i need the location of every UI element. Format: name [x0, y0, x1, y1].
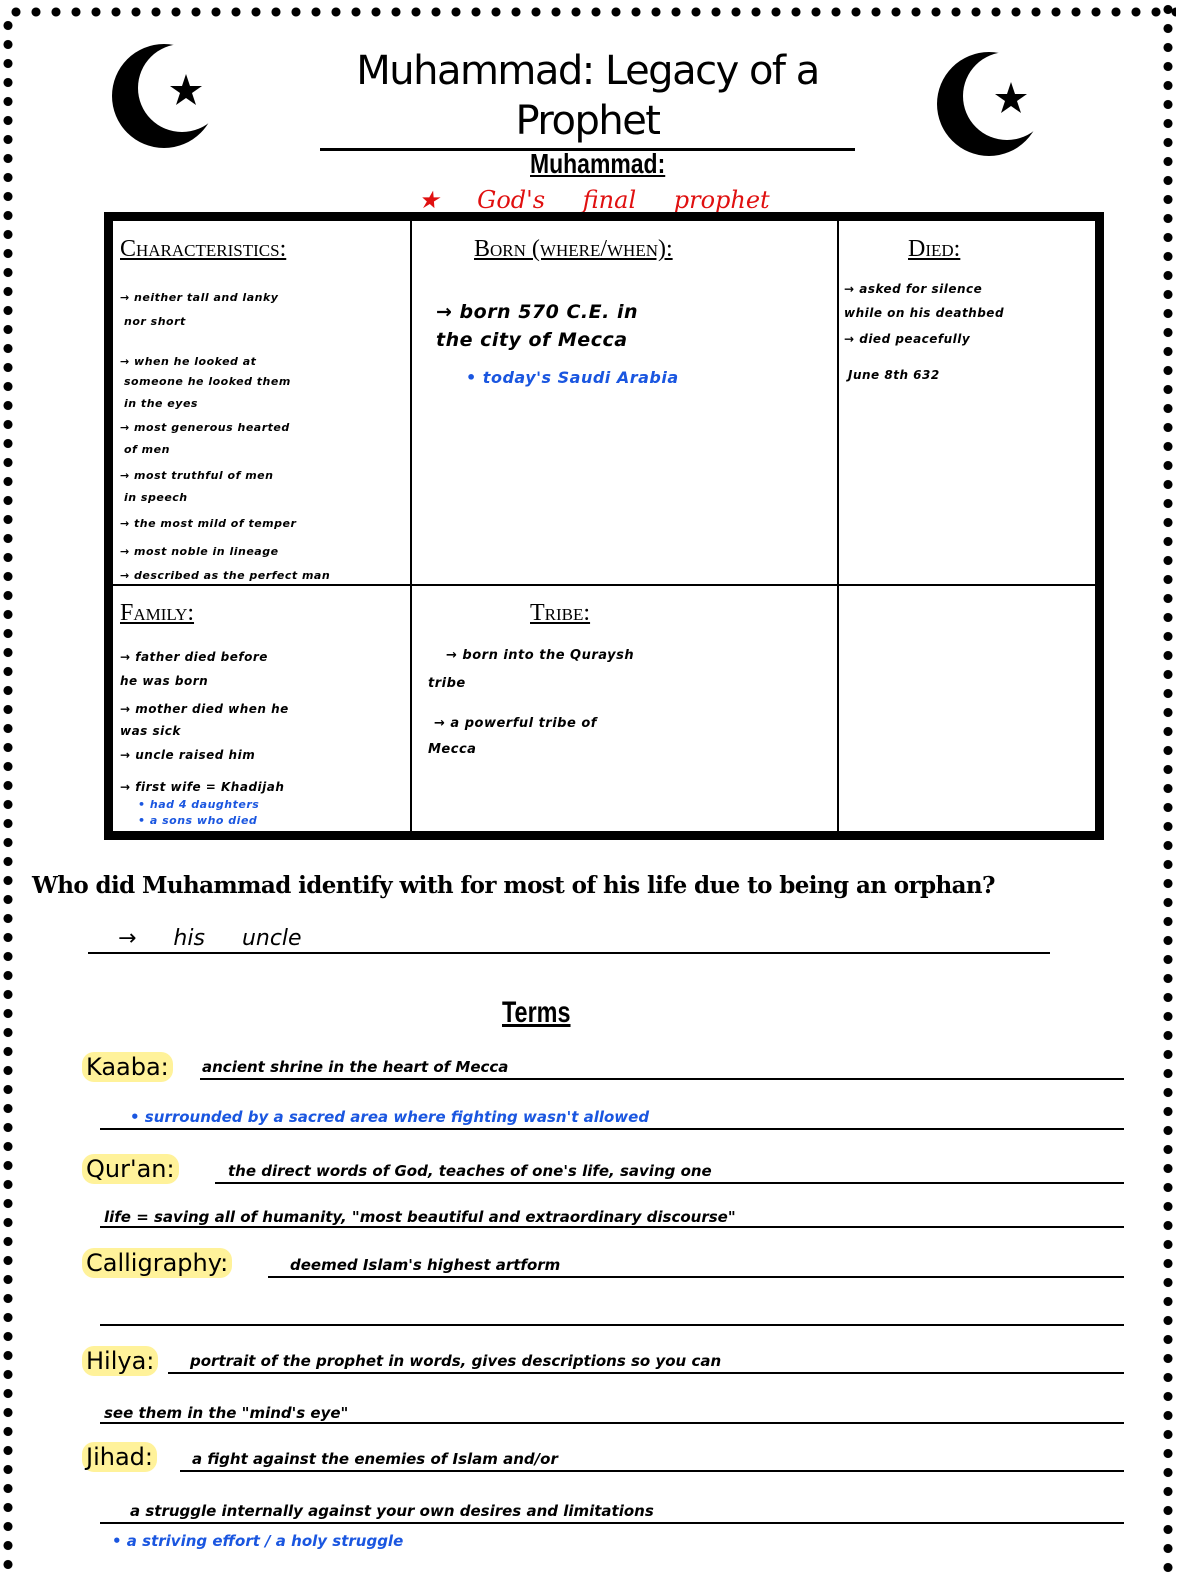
died-note: → died peacefully — [844, 332, 971, 346]
characteristics-heading: Characteristics: — [120, 236, 287, 262]
crescent-star-icon — [110, 40, 230, 150]
writing-line — [100, 1522, 1124, 1524]
term-label-calligraphy: Calligraphy: — [82, 1248, 232, 1278]
family-note: → mother died when he — [120, 702, 289, 716]
term-definition: the direct words of God, teaches of one's life, saving one — [228, 1162, 712, 1180]
born-note: → born 570 C.E. in — [436, 301, 638, 323]
family-note: → uncle raised him — [120, 748, 256, 762]
family-note: he was born — [120, 674, 209, 688]
family-note: was sick — [120, 724, 181, 738]
term-definition: deemed Islam's highest artform — [290, 1256, 561, 1274]
term-definition: portrait of the prophet in words, gives descriptions so you can — [190, 1352, 722, 1370]
dotted-border-top — [6, 4, 1176, 20]
died-note: June 8th 632 — [848, 368, 940, 382]
writing-line — [100, 1324, 1124, 1326]
tribe-note: → a powerful tribe of — [434, 716, 597, 731]
writing-line — [268, 1276, 1124, 1278]
page-title: Muhammad: Legacy of a Prophet — [320, 46, 855, 151]
died-note: → asked for silence — [844, 282, 983, 296]
writing-line — [100, 1226, 1124, 1228]
term-definition: a fight against the enemies of Islam and/or — [192, 1450, 558, 1468]
characteristics-note: of men — [124, 443, 170, 456]
characteristics-note: → most generous hearted — [120, 421, 290, 434]
characteristics-note: in the eyes — [124, 397, 198, 410]
term-label-kaaba: Kaaba: — [82, 1052, 173, 1082]
characteristics-note: → described as the perfect man — [120, 569, 331, 582]
section-subheading: Muhammad: — [530, 148, 666, 179]
table-divider — [837, 220, 839, 832]
answer-line — [88, 952, 1050, 954]
crescent-star-icon — [935, 48, 1055, 158]
characteristics-note: in speech — [124, 491, 188, 504]
characteristics-note: → most noble in lineage — [120, 545, 279, 558]
writing-line — [168, 1372, 1124, 1374]
tribe-heading: Tribe: — [530, 600, 591, 626]
writing-line — [180, 1470, 1124, 1472]
writing-line — [100, 1422, 1124, 1424]
table-divider — [410, 220, 412, 832]
answer-text: → his uncle — [118, 926, 302, 951]
writing-line — [215, 1182, 1124, 1184]
term-blue-note: • a striving effort / a holy struggle — [112, 1532, 404, 1550]
family-heading: Family: — [120, 600, 195, 626]
characteristics-note: → when he looked at — [120, 355, 257, 368]
term-definition: a struggle internally against your own desires and limitations — [130, 1502, 654, 1520]
characteristics-note: someone he looked them — [124, 375, 291, 388]
tribe-note: tribe — [428, 676, 466, 691]
family-note: → father died before — [120, 650, 268, 664]
term-label-jihad: Jihad: — [82, 1442, 157, 1472]
term-definition: life = saving all of humanity, "most beautiful and extraordinary discourse" — [104, 1208, 736, 1226]
term-definition-blue: • surrounded by a sacred area where fighting wasn't allowed — [130, 1108, 650, 1126]
born-blue-note: • today's Saudi Arabia — [466, 368, 679, 387]
born-note: the city of Mecca — [436, 329, 628, 351]
characteristics-note: → neither tall and lanky — [120, 291, 279, 304]
writing-line — [200, 1078, 1124, 1080]
question-text: Who did Muhammad identify with for most of his life due to being an orphan? — [32, 872, 995, 899]
red-annotation: ★ God's final prophet — [418, 186, 770, 214]
term-label-hilya: Hilya: — [82, 1346, 158, 1376]
born-heading: Born (where/when): — [474, 236, 673, 262]
term-definition: ancient shrine in the heart of Mecca — [202, 1058, 509, 1076]
term-definition: see them in the "mind's eye" — [104, 1404, 349, 1422]
characteristics-note: nor short — [124, 315, 186, 328]
died-note: while on his deathbed — [844, 306, 1005, 320]
family-blue-note: • a sons who died — [138, 814, 258, 827]
terms-title: Terms — [502, 996, 571, 1029]
term-label-quran: Qur'an: — [82, 1154, 179, 1184]
characteristics-note: → the most mild of temper — [120, 517, 297, 530]
died-heading: Died: — [908, 236, 961, 262]
dotted-border-right — [1160, 0, 1176, 1577]
characteristics-note: → most truthful of men — [120, 469, 274, 482]
tribe-note: → born into the Quraysh — [446, 648, 635, 663]
family-blue-note: • had 4 daughters — [138, 798, 260, 811]
tribe-note: Mecca — [428, 742, 477, 757]
writing-line — [100, 1128, 1124, 1130]
family-note: → first wife = Khadijah — [120, 780, 285, 794]
dotted-border-left — [0, 16, 16, 1577]
